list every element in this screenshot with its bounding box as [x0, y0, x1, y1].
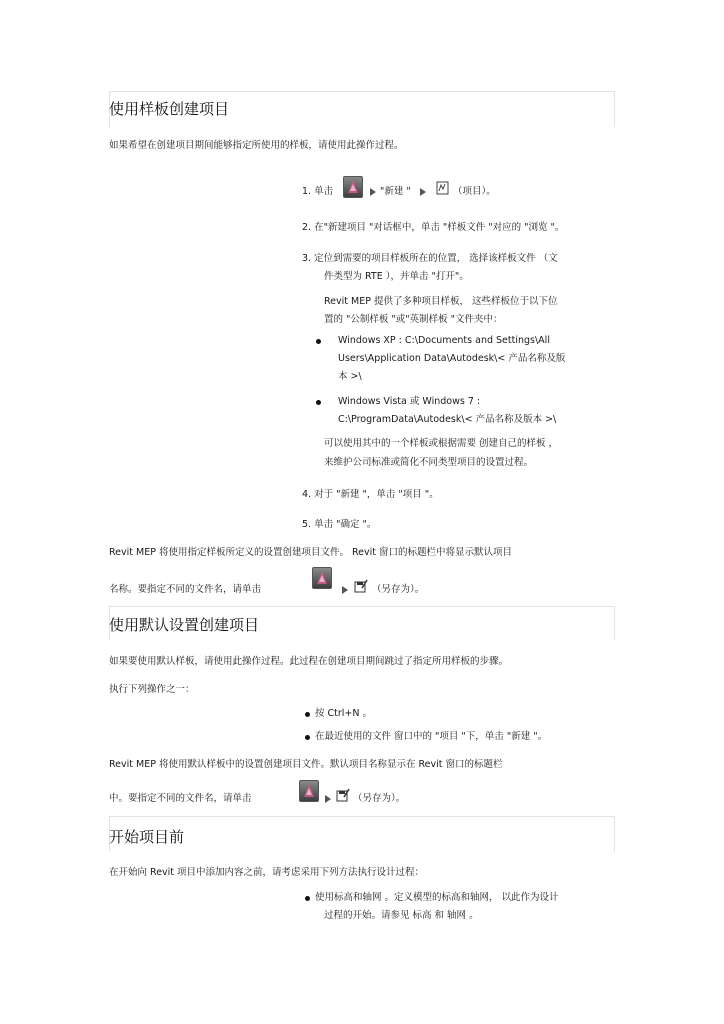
section-2-outro-line-2: 中。要指定不同的文件名，请单击 — [109, 793, 252, 804]
section-2-top-rule — [109, 606, 615, 607]
section-1-outro-suffix: （另存为）。 — [372, 584, 425, 595]
step-5: 5. 单击 "确定 "。 — [302, 519, 377, 530]
bullet — [316, 400, 321, 405]
section-1-title: 使用样板创建项目 — [109, 100, 230, 118]
step-1-suffix: （项目）。 — [453, 186, 496, 197]
arrow-right-icon — [342, 586, 348, 594]
custom-template-line-1: 可以使用其中的一个样板或根据需要 创建自己的样板 ， — [324, 438, 559, 449]
levels-grids-line-1: 使用标高和轴网 。定义模型的标高和轴网， 以此作为设计 — [315, 892, 559, 903]
option-ctrl-n: 按 Ctrl+N 。 — [315, 708, 373, 719]
section-2-intro: 如果要使用默认样板，请使用此操作过程。此过程在创建项目期间跳过了指定所用样板的步骤。 — [109, 656, 509, 667]
section-1-outro-line-1: Revit MEP 将使用指定样板所定义的设置创建项目文件。 Revit 窗口的标题栏中将显示默认项目 — [109, 547, 513, 558]
section-3-top-rule — [109, 816, 615, 817]
arrow-right-icon — [420, 188, 426, 196]
section-2-outro-line-1: Revit MEP 将使用默认样板中的设置创建项目文件。默认项目名称显示在 Revit 窗口的标题栏 — [109, 759, 503, 770]
section-2-outro-suffix: （另存为）。 — [353, 793, 406, 804]
levels-grids-line-2: 过程的开始。请参见 标高 和 轴网 。 — [324, 910, 479, 921]
revit-app-menu-icon[interactable] — [312, 567, 332, 589]
step-1-label: 1. 单击 — [302, 186, 334, 197]
bullet — [305, 735, 310, 740]
windows-vista-path-2: C:\ProgramData\Autodesk\< 产品名称及版本 >\ — [338, 414, 557, 425]
project-document-icon[interactable] — [436, 180, 449, 193]
section-1-top-rule — [109, 91, 615, 92]
step-2: 2. 在"新建项目 "对话框中，单击 "样板文件 "对应的 "浏览 "。 — [302, 222, 565, 233]
section-2-lead: 执行下列操作之一： — [109, 684, 195, 695]
option-recent-files: 在最近使用的文件 窗口中的 "项目 "下，单击 "新建 "。 — [315, 731, 548, 742]
section-3-right-border — [614, 816, 615, 852]
windows-xp-path-2: Users\Application Data\Autodesk\< 产品名称及版 — [338, 353, 566, 364]
section-2-right-border — [614, 606, 615, 640]
windows-vista-path-1: Windows Vista 或 Windows 7 : — [338, 396, 481, 407]
step-3-line-2: 件类型为 RTE ），并单击 "打开"。 — [324, 271, 469, 282]
section-1-intro: 如果希望在创建项目期间能够指定所使用的样板，请使用此操作过程。 — [109, 140, 404, 151]
bullet — [305, 712, 310, 717]
step-3-line-1: 3. 定位到需要的项目样板所在的位置， 选择该样板文件 （文 — [302, 253, 558, 264]
windows-xp-path-1: Windows XP : C:\Documents and Settings\All — [338, 335, 550, 346]
section-3-intro: 在开始向 Revit 项目中添加内容之前，请考虑采用下列方法执行设计过程： — [109, 867, 425, 878]
arrow-right-icon — [325, 795, 331, 803]
mep-templates-line-2: 置的 "公制样板 "或"英制样板 "文件夹中： — [324, 314, 503, 325]
step-1-new: "新建 " — [380, 186, 411, 197]
section-1-right-border — [614, 91, 615, 127]
revit-app-menu-icon[interactable] — [343, 176, 363, 198]
step-4: 4. 对于 "新建 "，单击 "项目 "。 — [302, 489, 439, 500]
revit-app-menu-icon[interactable] — [299, 780, 319, 802]
arrow-right-icon — [370, 188, 376, 196]
section-2-title: 使用默认设置创建项目 — [109, 616, 260, 634]
mep-templates-line-1: Revit MEP 提供了多种项目样板， 这些样板位于以下位 — [324, 296, 558, 307]
bullet — [316, 339, 321, 344]
windows-xp-path-3: 本 >\ — [338, 371, 362, 382]
custom-template-line-2: 来维护公司标准或简化不同类型项目的设置过程。 — [324, 457, 534, 468]
save-as-icon[interactable] — [336, 787, 349, 800]
section-3-title: 开始项目前 — [109, 828, 185, 846]
save-as-icon[interactable] — [354, 578, 367, 591]
section-1-outro-line-2: 名称。要指定不同的文件名，请单击 — [109, 584, 262, 595]
bullet — [305, 896, 310, 901]
